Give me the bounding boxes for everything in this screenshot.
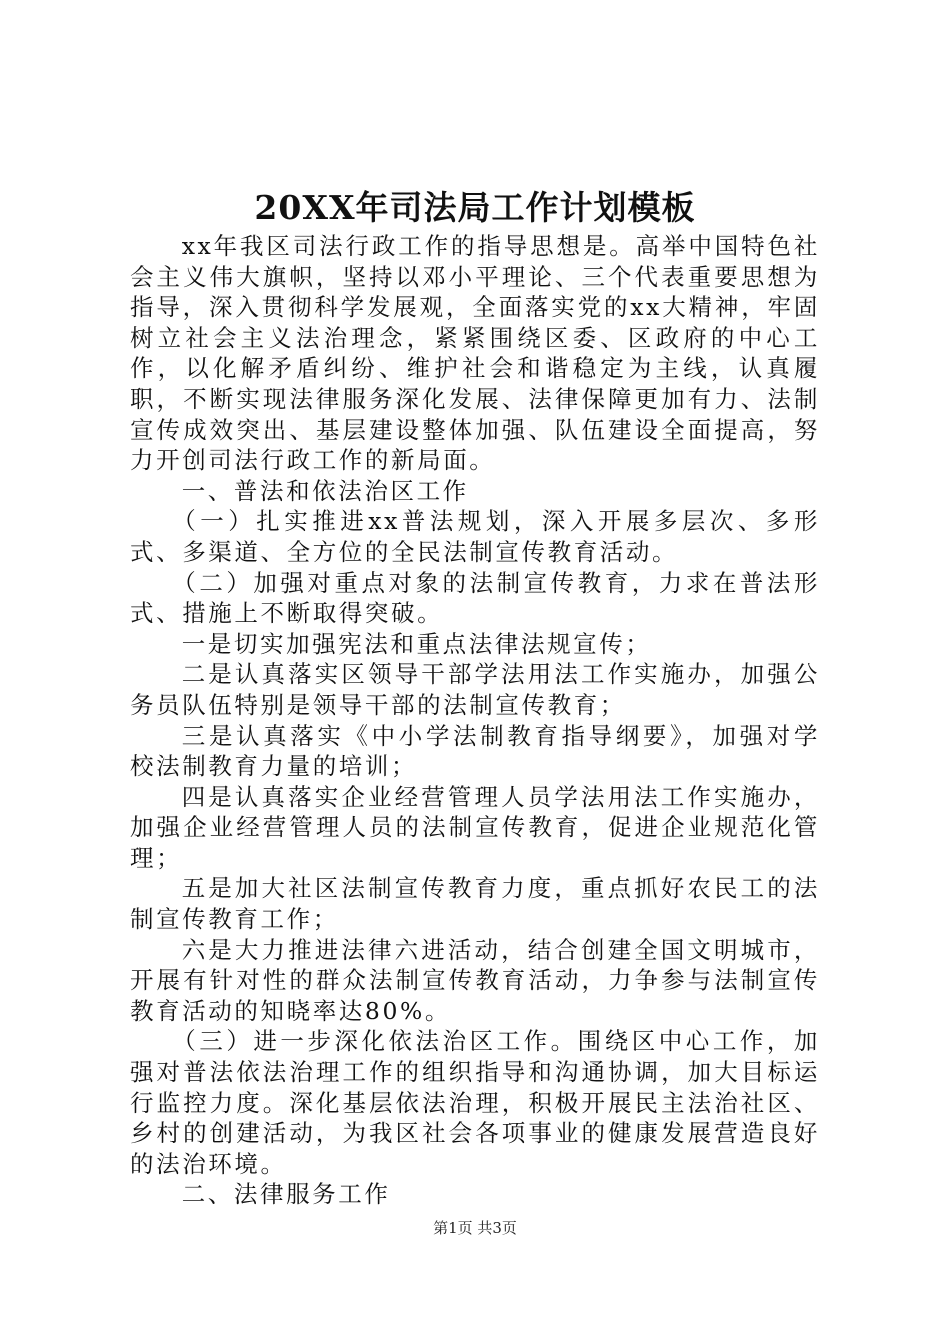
paragraph-item-2: 二是认真落实区领导干部学法用法工作实施办，加强公务员队伍特别是领导干部的法制宣传教育； (130, 660, 820, 719)
section-heading-2: 二、法律服务工作 (181, 1180, 391, 1209)
paragraph-sub-2: （二）加强对重点对象的法制宣传教育，力求在普法形式、措施上不断取得突破。 (130, 568, 820, 628)
document-body (130, 231, 820, 1210)
document-title: 20XX年司法局工作计划模板 (254, 188, 696, 227)
page-footer: 第1页 共3页 (433, 1219, 517, 1237)
paragraph-sub-1: （一）扎实推进xx普法规划，深入开展多层次、多形式、多渠道、全方位的全民法制宣传教育活动。 (130, 507, 820, 566)
paragraph-sub-3: （三）进一步深化依法治区工作。围绕区中心工作，加强对普法依法治理工作的组织指导和沟通协调，加大目标运行监控力度。深化基层依法治理，积极开展民主法治社区、乡村的创建活动，为我区社会各项事业的健康发展营造良好的法治环境。 (130, 1027, 820, 1178)
section-heading-1: 一、普法和依法治区工作 (181, 476, 469, 505)
paragraph-item-5: 五是加大社区法制宣传教育力度，重点抓好农民工的法制宣传教育工作； (130, 874, 820, 934)
paragraph-guiding-ideology: xx年我区司法行政工作的指导思想是。高举中国特色社会主义伟大旗帜，坚持以邓小平理论、三个代表重要思想为指导，深入贯彻科学发展观，全面落实党的xx大精神，牢固树立社会主义法治理念，紧紧围绕区委、区政府的中心工作，以化解矛盾纠纷、维护社会和谐稳定为主线，认真履职，不断实现法律服务深化发展、法律保障更加有力、法制宣传成效突出、基层建设整体加强、队伍建设全面提高，努力开创司法行政工作的新局面。 (130, 232, 820, 475)
paragraph-item-6: 六是大力推进法律六进活动，结合创建全国文明城市，开展有针对性的群众法制宣传教育活动，力争参与法制宣传教育活动的知晓率达80%。 (130, 935, 820, 1025)
paragraph-item-4: 四是认真落实企业经营管理人员学法用法工作实施办，加强企业经营管理人员的法制宣传教育，促进企业规范化管理； (130, 782, 820, 872)
paragraph-item-1: 一是切实加强宪法和重点法律法规宣传； (181, 629, 652, 658)
paragraph-item-3: 三是认真落实《中小学法制教育指导纲要》，加强对学校法制教育力量的培训； (130, 721, 820, 781)
